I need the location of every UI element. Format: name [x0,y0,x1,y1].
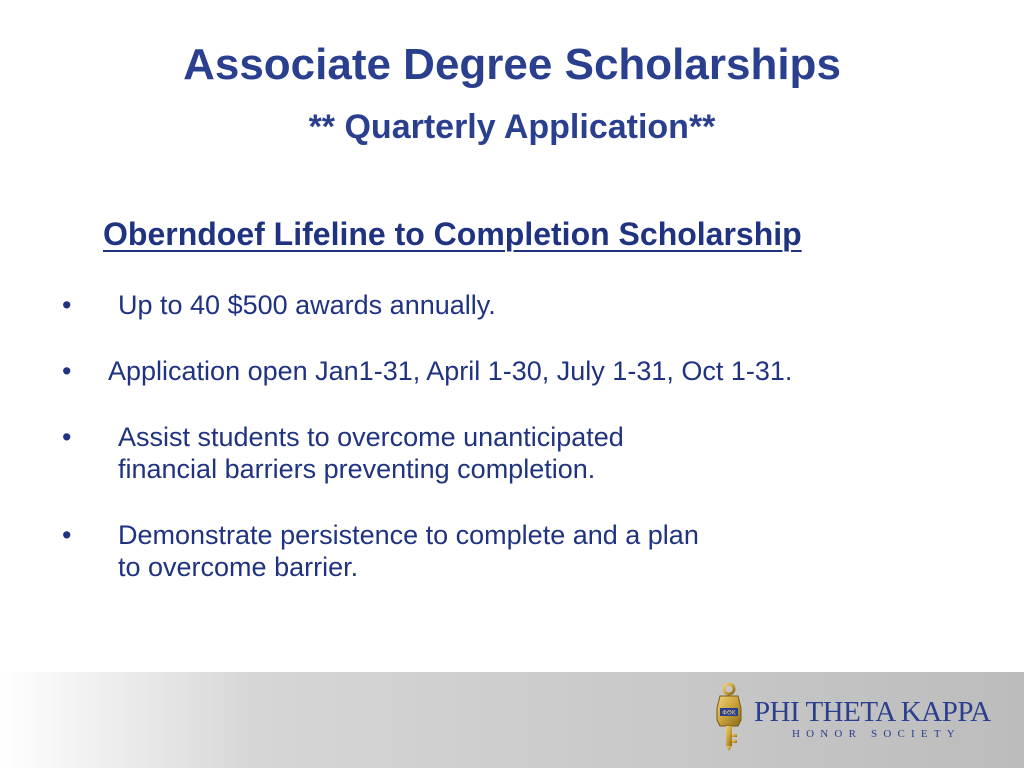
bullet-text: Up to 40 $500 awards annually. [118,290,496,320]
logo-tagline: HONOR SOCIETY [792,728,961,740]
slide-subtitle: ** Quarterly Application** [308,108,716,146]
bullet-marker: • [62,290,72,320]
slide-title: Associate Degree Scholarships [183,40,841,89]
bullet-marker: • [62,422,72,452]
bullet-text: Assist students to overcome unanticipated [118,422,624,452]
bullet-marker: • [62,356,72,386]
svg-text:ΦΘΚ: ΦΘΚ [722,709,736,717]
bullet-text-continued: to overcome barrier. [118,552,359,582]
bullet-marker: • [62,520,72,550]
key-icon [712,682,746,752]
bullet-text: Application open Jan1-31, April 1-30, July 1-31, Oct 1-31. [108,356,793,386]
logo-wordmark: PHI THETA KAPPA [754,696,991,728]
bullet-text: Demonstrate persistence to complete and a plan [118,520,699,550]
bullet-text-continued: financial barriers preventing completion. [118,454,596,484]
org-logo [712,682,1012,762]
scholarship-heading: Oberndoef Lifeline to Completion Scholarship [103,216,802,252]
